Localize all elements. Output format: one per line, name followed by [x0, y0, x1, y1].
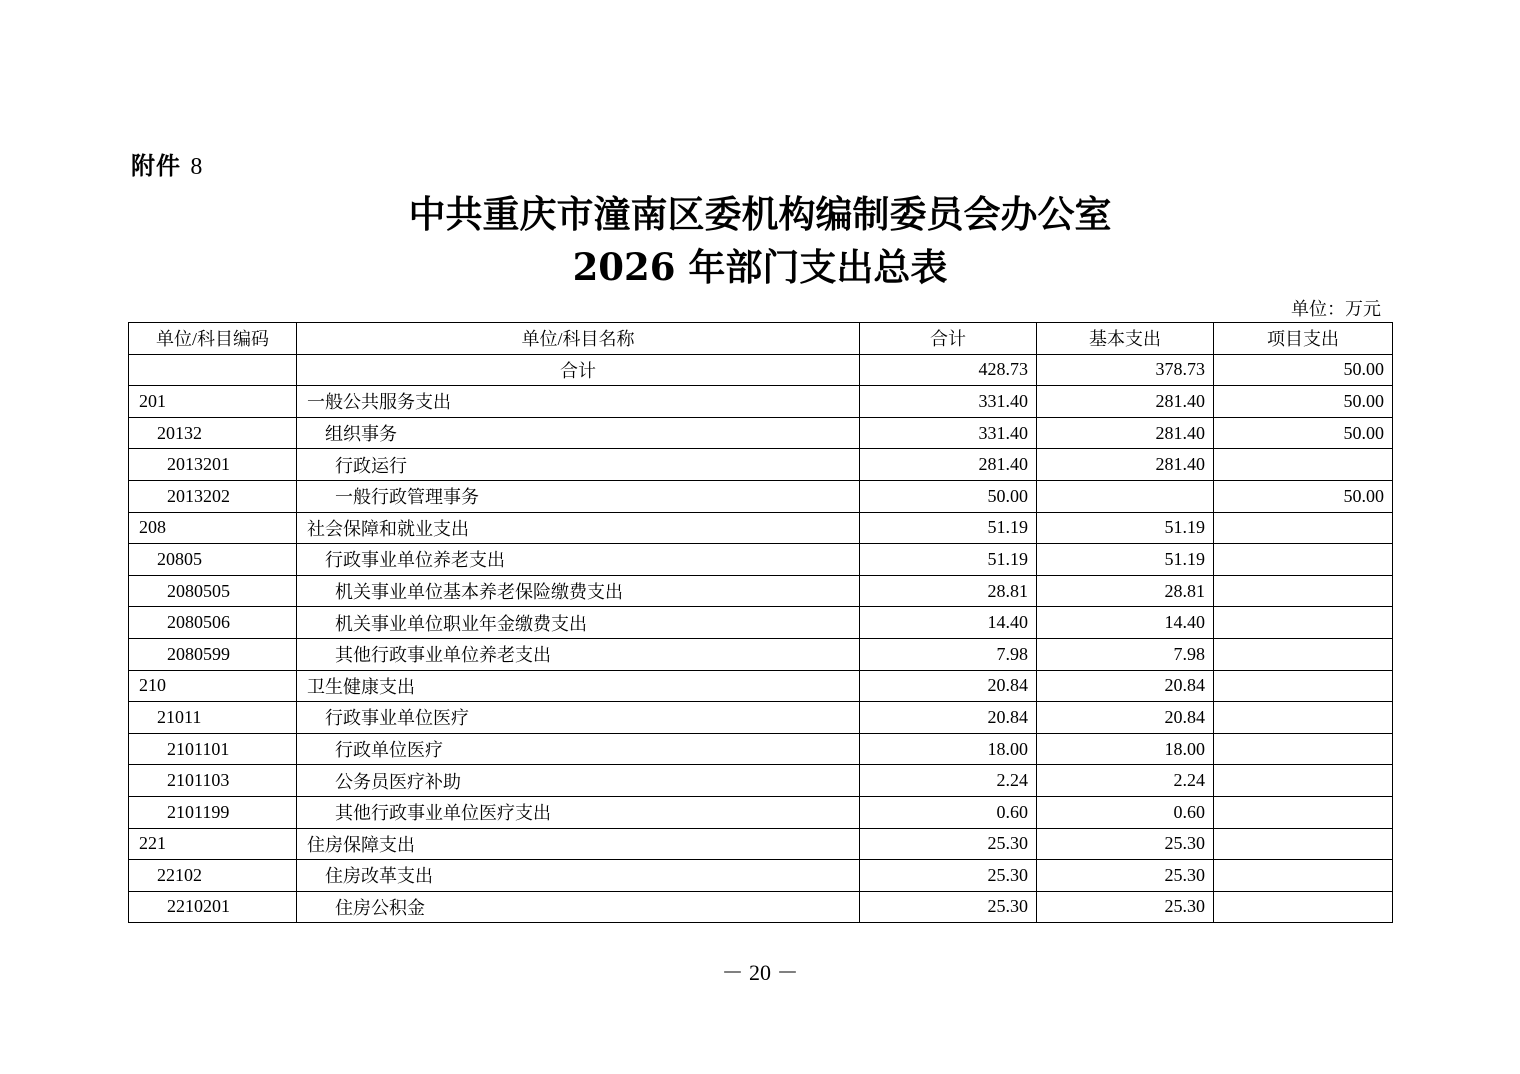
- cell-name: 行政单位医疗: [297, 733, 860, 765]
- cell-project: [1214, 828, 1393, 860]
- cell-code: 2080599: [129, 638, 297, 670]
- cell-name: 行政事业单位养老支出: [297, 544, 860, 576]
- cell-code: 2101199: [129, 796, 297, 828]
- document-title-line1: 中共重庆市潼南区委机构编制委员会办公室: [408, 192, 1112, 236]
- cell-project: [1214, 796, 1393, 828]
- cell-basic: 281.40: [1037, 449, 1214, 481]
- cell-code: 208: [129, 512, 297, 544]
- cell-code: 2013202: [129, 480, 297, 512]
- cell-name: 住房公积金: [297, 891, 860, 923]
- cell-name: 住房改革支出: [297, 860, 860, 892]
- document-title-line2: 2026 年部门支出总表: [572, 245, 948, 289]
- cell-name: 其他行政事业单位养老支出: [297, 638, 860, 670]
- cell-basic: 18.00: [1037, 733, 1214, 765]
- cell-project: [1214, 575, 1393, 607]
- table-row: [129, 480, 1393, 512]
- cell-total: 331.40: [860, 386, 1037, 418]
- cell-basic: 28.81: [1037, 575, 1214, 607]
- cell-basic: 2.24: [1037, 765, 1214, 797]
- cell-total: 428.73: [860, 354, 1037, 386]
- total-row: [129, 354, 1393, 386]
- cell-basic: 0.60: [1037, 796, 1214, 828]
- cell-name: 组织事务: [297, 417, 860, 449]
- attachment-text: 附件: [131, 152, 181, 180]
- cell-code: 2101101: [129, 733, 297, 765]
- table-row: [129, 733, 1393, 765]
- cell-code: 2210201: [129, 891, 297, 923]
- table-row: [129, 449, 1393, 481]
- cell-total: 20.84: [860, 702, 1037, 734]
- cell-project: 50.00: [1214, 417, 1393, 449]
- table-row: [129, 575, 1393, 607]
- cell-project: [1214, 512, 1393, 544]
- table-row: [129, 607, 1393, 639]
- cell-name: 行政运行: [297, 449, 860, 481]
- table-row: [129, 702, 1393, 734]
- cell-project: 50.00: [1214, 386, 1393, 418]
- cell-name: 合计: [297, 354, 860, 386]
- cell-code: 221: [129, 828, 297, 860]
- cell-project: [1214, 638, 1393, 670]
- cell-total: 0.60: [860, 796, 1037, 828]
- cell-total: 2.24: [860, 765, 1037, 797]
- header-total: 合计: [860, 323, 1037, 355]
- cell-project: [1214, 733, 1393, 765]
- cell-project: [1214, 607, 1393, 639]
- cell-basic: 281.40: [1037, 417, 1214, 449]
- cell-project: 50.00: [1214, 354, 1393, 386]
- cell-project: [1214, 449, 1393, 481]
- cell-project: [1214, 860, 1393, 892]
- cell-name: 公务员医疗补助: [297, 765, 860, 797]
- cell-total: 14.40: [860, 607, 1037, 639]
- cell-code: 2101103: [129, 765, 297, 797]
- cell-name: 一般公共服务支出: [297, 386, 860, 418]
- cell-basic: 20.84: [1037, 702, 1214, 734]
- cell-basic: 281.40: [1037, 386, 1214, 418]
- cell-total: 25.30: [860, 828, 1037, 860]
- page-number: － 20 －: [721, 960, 799, 985]
- table-row: [129, 765, 1393, 797]
- cell-code: 20805: [129, 544, 297, 576]
- attachment-label: [131, 146, 203, 181]
- cell-code: 210: [129, 670, 297, 702]
- cell-code: [129, 354, 297, 386]
- table-row: [129, 891, 1393, 923]
- table-row: [129, 417, 1393, 449]
- table-row: [129, 796, 1393, 828]
- cell-total: 50.00: [860, 480, 1037, 512]
- cell-name: 其他行政事业单位医疗支出: [297, 796, 860, 828]
- cell-project: [1214, 670, 1393, 702]
- attachment-number: 8: [190, 154, 204, 180]
- header-basic: 基本支出: [1037, 323, 1214, 355]
- cell-name: 社会保障和就业支出: [297, 512, 860, 544]
- cell-code: 2080505: [129, 575, 297, 607]
- cell-basic: [1037, 480, 1214, 512]
- cell-basic: 25.30: [1037, 860, 1214, 892]
- cell-code: 21011: [129, 702, 297, 734]
- cell-total: 18.00: [860, 733, 1037, 765]
- cell-basic: 25.30: [1037, 828, 1214, 860]
- table-header-row: [129, 323, 1393, 355]
- table-row: [129, 670, 1393, 702]
- cell-basic: 7.98: [1037, 638, 1214, 670]
- cell-code: 2013201: [129, 449, 297, 481]
- cell-project: [1214, 544, 1393, 576]
- cell-total: 25.30: [860, 860, 1037, 892]
- header-project: 项目支出: [1214, 323, 1393, 355]
- cell-name: 机关事业单位基本养老保险缴费支出: [297, 575, 860, 607]
- cell-code: 22102: [129, 860, 297, 892]
- cell-name: 行政事业单位医疗: [297, 702, 860, 734]
- table-row: [129, 386, 1393, 418]
- table-row: [129, 512, 1393, 544]
- cell-basic: 25.30: [1037, 891, 1214, 923]
- table-row: [129, 860, 1393, 892]
- cell-project: [1214, 702, 1393, 734]
- unit-label: 单位：万元: [1291, 299, 1381, 319]
- table-row: [129, 828, 1393, 860]
- cell-basic: 20.84: [1037, 670, 1214, 702]
- cell-name: 住房保障支出: [297, 828, 860, 860]
- expenditure-table: [128, 322, 1393, 923]
- cell-project: 50.00: [1214, 480, 1393, 512]
- cell-name: 机关事业单位职业年金缴费支出: [297, 607, 860, 639]
- cell-name: 卫生健康支出: [297, 670, 860, 702]
- header-name: 单位/科目名称: [297, 323, 860, 355]
- cell-code: 20132: [129, 417, 297, 449]
- cell-total: 281.40: [860, 449, 1037, 481]
- cell-basic: 51.19: [1037, 544, 1214, 576]
- cell-code: 201: [129, 386, 297, 418]
- cell-name: 一般行政管理事务: [297, 480, 860, 512]
- cell-total: 28.81: [860, 575, 1037, 607]
- cell-basic: 51.19: [1037, 512, 1214, 544]
- cell-total: 331.40: [860, 417, 1037, 449]
- cell-project: [1214, 765, 1393, 797]
- table-body: [129, 354, 1393, 923]
- cell-total: 20.84: [860, 670, 1037, 702]
- cell-basic: 378.73: [1037, 354, 1214, 386]
- cell-code: 2080506: [129, 607, 297, 639]
- cell-basic: 14.40: [1037, 607, 1214, 639]
- cell-total: 25.30: [860, 891, 1037, 923]
- cell-total: 7.98: [860, 638, 1037, 670]
- table-row: [129, 638, 1393, 670]
- cell-project: [1214, 891, 1393, 923]
- table-row: [129, 544, 1393, 576]
- cell-total: 51.19: [860, 544, 1037, 576]
- header-code: 单位/科目编码: [129, 323, 297, 355]
- cell-total: 51.19: [860, 512, 1037, 544]
